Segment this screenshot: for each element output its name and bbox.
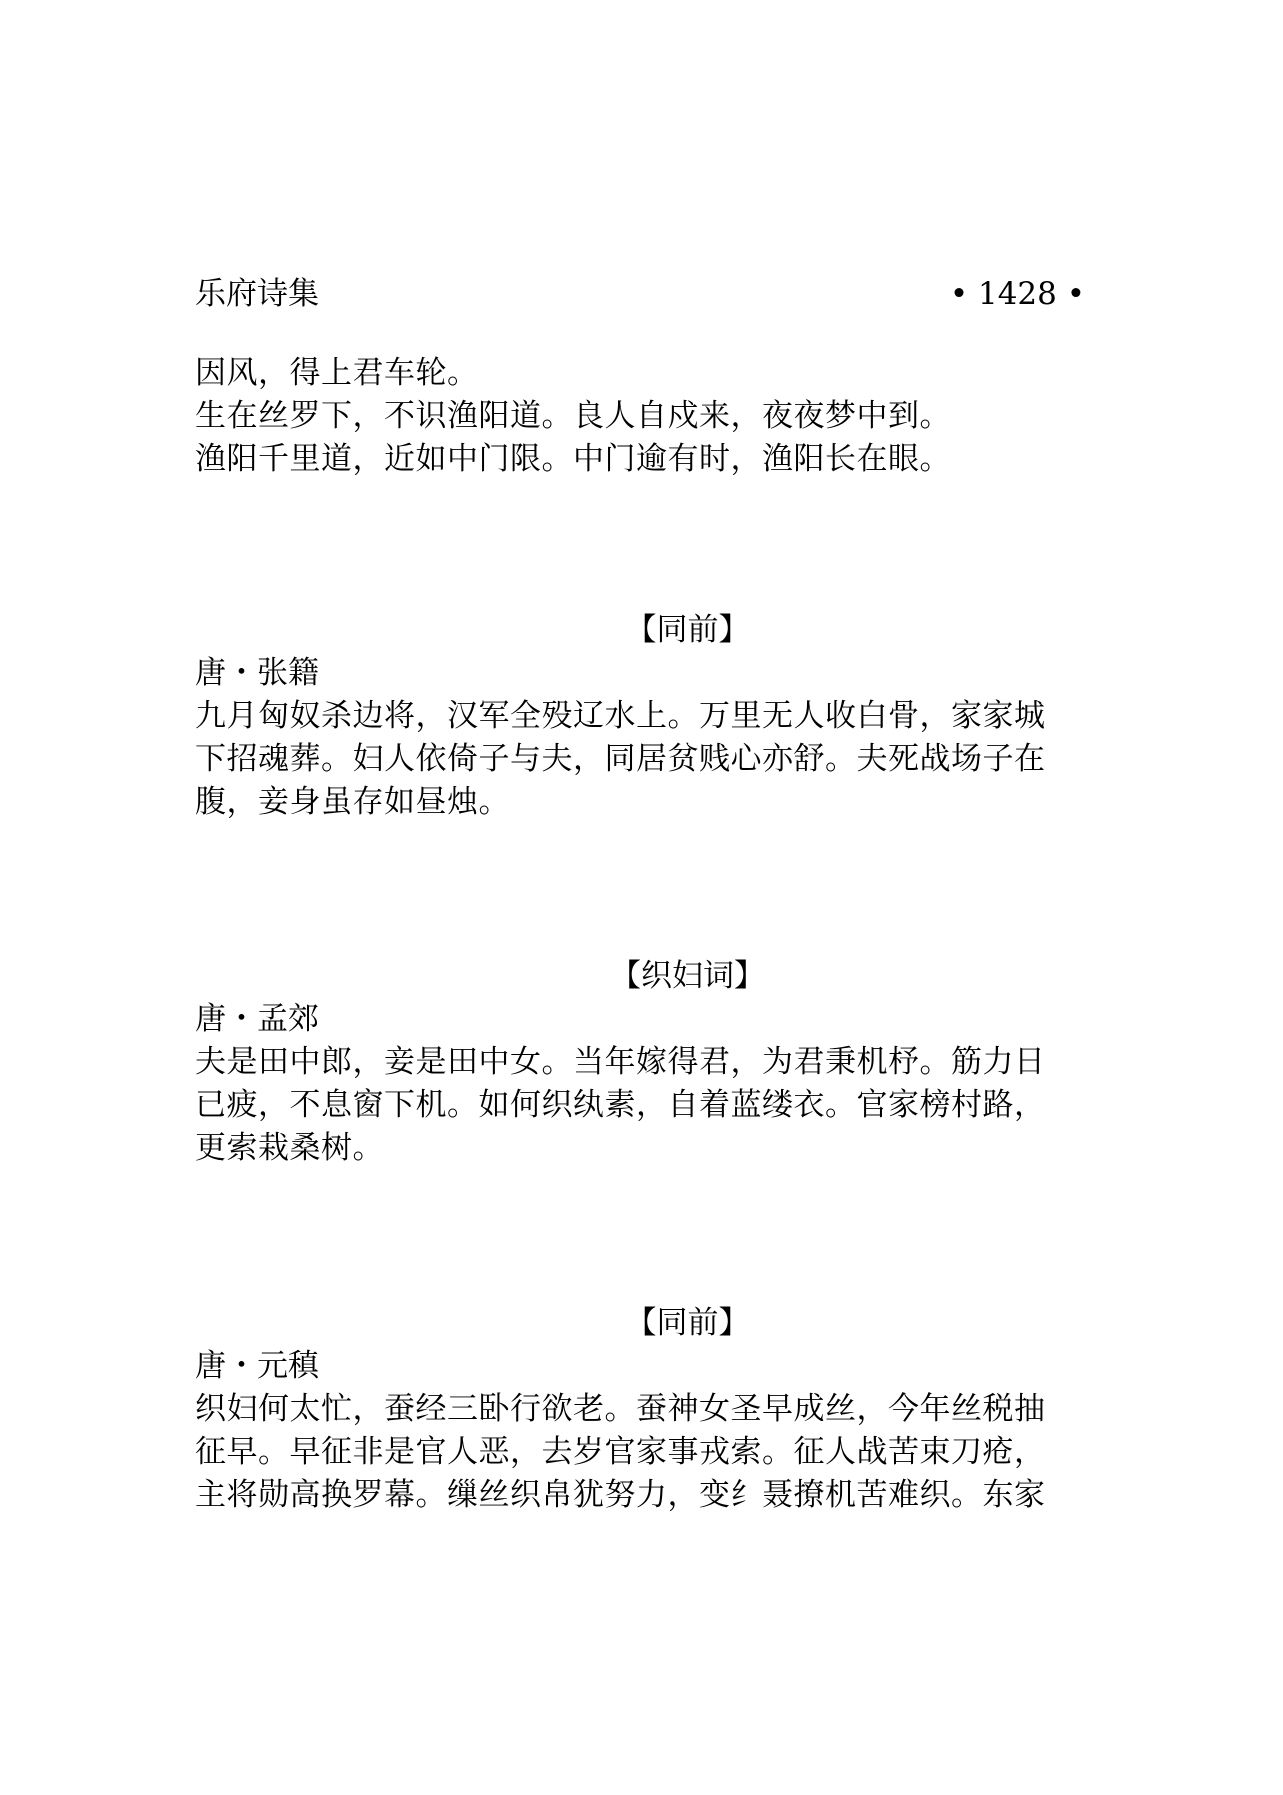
page-header [195,270,1085,318]
text-line: 渔阳千里道，近如中门限。中门逾有时，渔阳长在眼。 [195,441,951,477]
poem-author: 唐・孟郊 [195,1001,319,1037]
text-line: 夫是田中郎，妾是田中女。当年嫁得君，为君秉机杼。筋力日 [195,1044,1046,1080]
poem-section [195,609,1085,824]
text-line: 腹，妾身虽存如昼烛。 [195,784,510,820]
text-line: 已疲，不息窗下机。如何织纨素，自着蓝缕衣。官家榜村路， [195,1087,1046,1123]
continuation-text [195,352,1085,481]
poem-section [195,1302,1085,1517]
text-line: 生在丝罗下，不识渔阳道。良人自戍来，夜夜梦中到。 [195,398,951,434]
poem-heading: 【织妇词】 [610,958,765,994]
poem-author: 唐・元稹 [195,1348,319,1384]
text-line: 织妇何太忙，蚕经三卧行欲老。蚕神女圣早成丝，今年丝税抽 [195,1391,1046,1427]
text-line: 征早。早征非是官人恶，去岁官家事戎索。征人战苦束刀疮， [195,1434,1046,1470]
text-line: 下招魂葬。妇人依倚子与夫，同居贫贱心亦舒。夫死战场子在 [195,741,1046,777]
poem-author: 唐・张籍 [195,655,319,691]
book-title: 乐府诗集 [195,276,319,312]
poem-section [195,955,1085,1170]
text-line: 主将勋高换罗幕。缫丝织帛犹努力，变纟聂撩机苦难织。东家 [195,1477,1046,1513]
poem-heading: 【同前】 [625,1305,750,1341]
text-line: 因风，得上君车轮。 [195,355,479,391]
page-number: • 1428 • [949,276,1085,312]
text-line: 九月匈奴杀边将，汉军全殁辽水上。万里无人收白骨，家家城 [195,698,1046,734]
text-line: 更索栽桑树。 [195,1130,384,1166]
document-page [195,0,1085,1795]
poem-heading: 【同前】 [625,612,750,648]
